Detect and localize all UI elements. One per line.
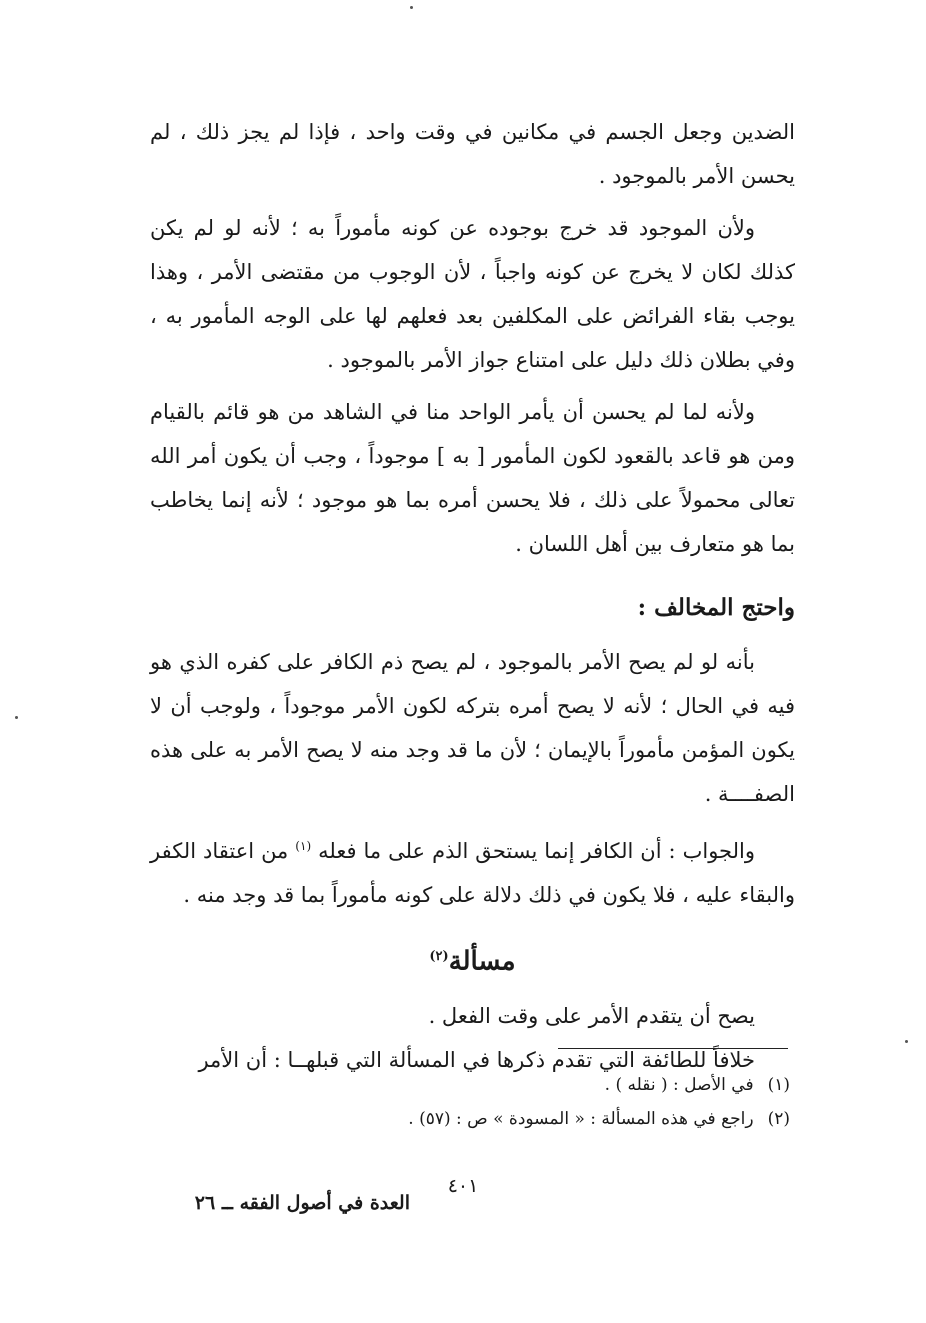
scan-speck xyxy=(410,6,413,9)
paragraph-opponent-argument: بأنه لو لم يصح الأمر بالموجود ، لم يصح ذم الكافر على كفره الذي هو فيه في الحال ؛ لأنه لا يصح أمره بتركه لكون الأمر موجوداً ، ولوجب أن لا يكون المؤمن مأموراً بالإيمان ؛ لأن ما قد وجد منه لا يصح الأمر به على هذه الصفــــة . xyxy=(150,650,795,806)
footnotes xyxy=(300,1068,790,1136)
paragraph-continuation: الضدين وجعل الجسم في مكانين في وقت واحد ، فإذا لم يجز ذلك ، لم يحسن الأمر بالموجود . xyxy=(150,120,795,188)
paragraph-answer xyxy=(150,824,795,917)
answer-text-part2: من اعتقاد الكفر والبقاء عليه ، فلا يكون في ذلك دلالة على كونه مأموراً بما قد وجد منه . xyxy=(150,839,795,907)
paragraph-masala-statement: يصح أن يتقدم الأمر على وقت الفعل . xyxy=(428,1003,755,1028)
book-footer-title: العدة في أصول الفقه ــ ٢٦ xyxy=(194,1192,410,1214)
paragraph-analogy-standing: ولأنه لما لم يحسن أن يأمر الواحد منا في الشاهد من هو قائم بالقيام ومن هو قاعد بالقعود لكون المأمور [ به ] موجوداً ، وجب أن يكون أمر الله تعالى محمولاً على ذلك ، فلا يحسن أمره بما هو موجود ؛ لأنه إنما يخاطب بما هو متعارف بين أهل اللسان . xyxy=(150,400,795,556)
page-number: ٤٠١ xyxy=(447,1175,479,1197)
paragraph-existing-not-commanded: ولأن الموجود قد خرج بوجوده عن كونه مأموراً به ؛ لأنه لو لم يكن كذلك لكان لا يخرج عن كونه واجباً ، لأن الوجوب من مقتضى الأمر ، وهذا يوجب بقاء الفرائض على المكلفين بعد فعلهم لها على الوجه المأمور به ، وفي بطلان ذلك دليل على امتناع جواز الأمر بالموجود . xyxy=(150,216,795,372)
footnote-1-number: (١) xyxy=(767,1075,790,1095)
footnote-ref-2: (٢) xyxy=(429,949,449,964)
footnote-ref-1: (١) xyxy=(295,839,312,853)
footnote-2-text: راجع في هذه المسألة : « المسودة » ص : (٥٧) . xyxy=(408,1109,754,1129)
footnote-1 xyxy=(300,1068,790,1102)
paragraph-disagreement: خلافاً للطائفة التي تقدم ذكرها في المسألة التي قبلهــا : أن الأمر xyxy=(198,1047,755,1072)
page-body xyxy=(150,110,795,1082)
section-title-masala xyxy=(150,935,795,984)
footnote-1-text: في الأصل : ( نقله ) . xyxy=(604,1075,754,1095)
masala-title: مسألة xyxy=(448,946,516,977)
answer-text-part1: والجواب : أن الكافر إنما يستحق الذم على ما فعله xyxy=(318,839,755,863)
opponent-argument-heading: واحتج المخالف : xyxy=(637,594,795,621)
footnote-divider xyxy=(558,1048,788,1049)
footnote-2-number: (٢) xyxy=(767,1109,790,1129)
scan-speck xyxy=(15,716,18,719)
scan-speck xyxy=(905,1040,908,1043)
footnote-2 xyxy=(300,1102,790,1136)
